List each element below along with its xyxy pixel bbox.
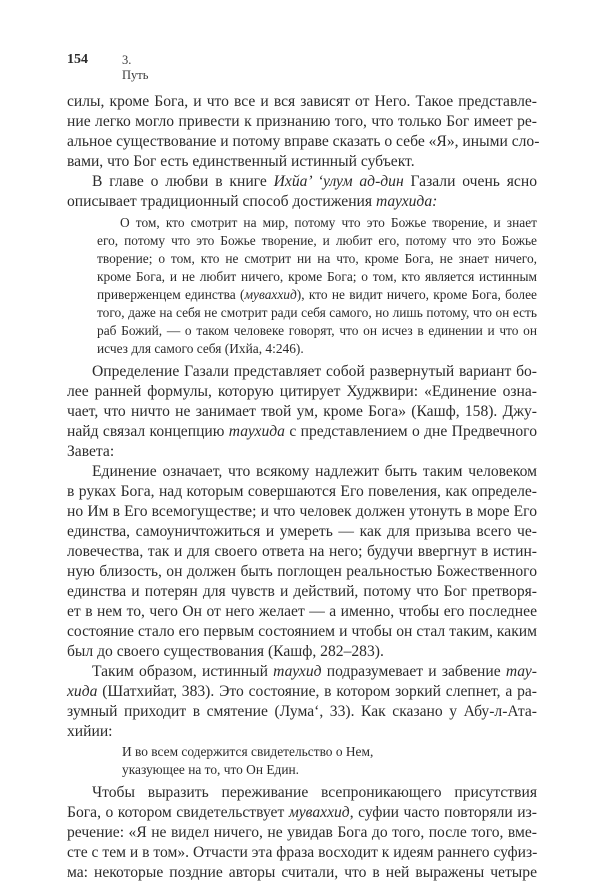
text-line: Единение означает, что всякому надлежит быть таким человеком: [92, 463, 537, 480]
text-line: ние легко могло привести к признанию того, что только Бог имеет ре-: [67, 113, 537, 130]
text-line: альное существование и потому вправе сказать о себе «Я», иными сло-: [67, 133, 540, 150]
verse-line: указующее на то, что Он Един.: [122, 762, 300, 777]
verse-line: И во всем содержится свидетельство о Нем,: [122, 744, 374, 759]
text-line: состояние стало его первым состоянием и чтобы он стал таким, каким: [67, 623, 537, 640]
text-line: Определение Газали представляет собой развернутый вариант бо-: [92, 363, 537, 380]
term-italic: таухид: [273, 663, 322, 680]
text-line: зумный приходит в смятение (Лума‘, 33). Как сказано у Абу-л-Ата-: [67, 703, 537, 720]
quote-line: [97, 286, 537, 304]
text-line: [92, 662, 537, 682]
text-line: в руках Бога, над которым совершаются Его повеления, как определе-: [67, 483, 537, 500]
term-italic: муваххид: [244, 287, 297, 302]
text-span: Таким образом, истинный: [92, 663, 274, 680]
text-span: (Шатхийат, 383). Это состояние, в котором зоркий слепнет, а ра-: [97, 683, 537, 700]
text-line: сте с тем и в том». Отчасти эта фраза восходит к идеям раннего суфиз-: [67, 844, 538, 861]
quote-line: того, даже на себя не смотрит ради себя самого, но лишь потому, что он есть: [97, 305, 537, 320]
text-line: силы, кроме Бога, и что все и вся зависят от Него. Такое представле-: [67, 93, 537, 110]
quote-line: О том, кто смотрит на мир, потому что это Божье творение, и знает: [120, 215, 537, 230]
quote-line: его, потому что это Божье творение, и любит его, потому что это Божье: [97, 233, 537, 248]
text-span: подразумевает и забвение: [321, 663, 506, 680]
text-line: ловечества, так и для своего ответа на него; будучи ввергнут в истин-: [67, 543, 537, 560]
text-line: Чтобы выразить переживание всепроникающего присутствия: [92, 784, 537, 801]
text-span: Газали очень ясно: [403, 173, 537, 190]
text-span: В главе о любви в книге: [92, 173, 274, 190]
quote-line: исчез для самого себя (Ихйа, 4:246).: [97, 341, 304, 356]
text-span: , суфии часто повторяли из-: [349, 804, 537, 821]
quote-line: творение; о том, кто не смотрит ни на что, кроме Бога, не знает ничего,: [97, 251, 537, 266]
text-span: найд связал концепцию: [67, 423, 229, 440]
term-italic: таухида:: [375, 193, 438, 210]
page-number: 154: [67, 52, 88, 67]
text-line: вами, что Бог есть единственный истинный субъект.: [67, 153, 415, 170]
text-line: чает, что ничто не занимает твой ум, кроме Бога» (Кашф, 158). Джу-: [67, 403, 537, 420]
text-span: с представлением о дне Предвечного: [284, 423, 537, 440]
term-italic: таухида: [228, 423, 285, 440]
running-head: 3. Путь: [122, 53, 149, 82]
text-line: речение: «Я не видел ничего, не увидав Бога до того, после того, вме-: [67, 824, 537, 841]
book-title: Ихйа’ ‘улум ад-дин: [273, 173, 404, 190]
term-italic: тау-: [505, 663, 538, 680]
text-line: [67, 803, 537, 823]
text-line: ную близость, он должен быть поглощен реальностью Божественного: [67, 563, 537, 580]
text-line: лее ранней формулы, которую цитирует Худжвири: «Единение озна-: [67, 383, 537, 400]
text-line: единства и потерян для чувств и действий, потому что Бог претворя-: [67, 583, 537, 600]
text-line: Завета:: [67, 443, 115, 460]
term-italic: хида: [67, 683, 98, 700]
text-line: но Им в Его всемогуществе; и что человек должен утонуть в море Его: [67, 503, 537, 520]
text-span: описывает традиционный способ достижения: [67, 193, 376, 210]
text-span: ), кто не видит ничего, кроме Бога, более: [296, 287, 537, 302]
text-line: [67, 192, 537, 212]
text-line: [67, 682, 537, 702]
text-line: ет в нем то, чего Он от него желает — а именно, чтобы его последнее: [67, 603, 537, 620]
text-span: приверженцем единства (: [97, 287, 245, 302]
text-line: [92, 172, 537, 192]
text-line: [67, 422, 537, 442]
quote-line: раб Божий, — о таком человеке говорят, что он исчез в единении и что он: [97, 323, 537, 338]
quote-line: кроме Бога, и не любит ничего, кроме Бога; о том, кто является истинным: [97, 269, 537, 284]
text-span: Бога, о котором свидетельствует: [67, 804, 289, 821]
text-line: был до своего существования (Кашф, 282–283).: [67, 643, 384, 660]
text-line: ма: некоторые поздние авторы считали, что в ней выражены четыре: [67, 864, 537, 881]
text-line: хийии:: [67, 723, 113, 740]
text-line: единства, самоуничтожиться и умереть — как для призыва всего че-: [67, 523, 537, 540]
term-italic: муваххид: [288, 804, 350, 821]
